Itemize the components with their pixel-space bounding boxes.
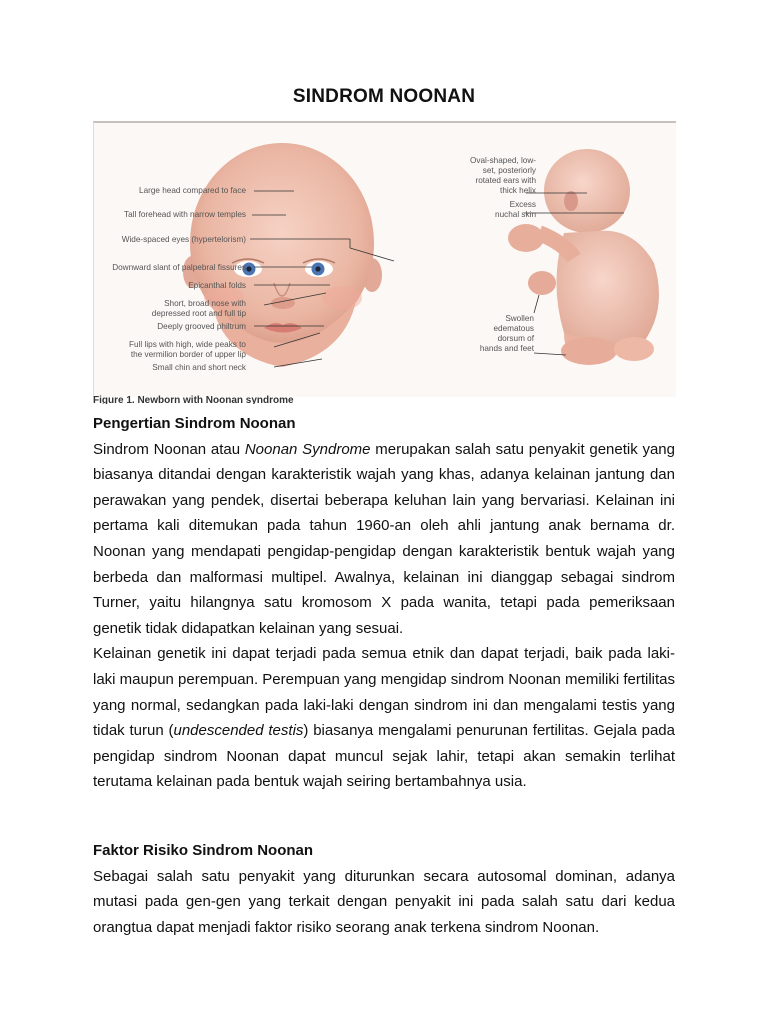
- label-full-lips-1: Full lips with high, wide peaks to: [129, 340, 246, 349]
- baby-face: [183, 143, 382, 367]
- label-small-chin: Small chin and short neck: [152, 363, 246, 372]
- baby-illustration: [94, 123, 676, 397]
- label-epicanthal-folds: Epicanthal folds: [188, 281, 246, 290]
- label-nuchal-1: Excess: [509, 200, 536, 209]
- text-run: Kelainan genetik ini dapat terjadi pada semua etnik dan dapat terjadi, baik pada laki-laki maupun perempuan. Perempuan yang mengidap sindrom Noonan memiliki fertilitas yang normal, sedangkan pada laki-laki dengan sindrom ini dan mengalami testis yang tidak turun (: [93, 645, 675, 740]
- section-heading: Faktor Risiko Sindrom Noonan: [93, 842, 314, 859]
- label-short-nose-1: Short, broad nose with: [164, 299, 246, 308]
- label-large-head: Large head compared to face: [139, 186, 246, 195]
- label-ears-2: set, posteriorly: [482, 166, 536, 175]
- label-swollen-1: Swollen: [505, 314, 534, 323]
- italic-term: Noonan Syndrome: [244, 440, 371, 458]
- text-run: Sindrom Noonan atau: [93, 440, 245, 458]
- text-run: merupakan salah satu penyakit genetik yang biasanya ditandai dengan karakteristik wajah yang khas, adanya kelainan jantung dan perawakan yang pendek, disertai beberapa keluhan lain yang bervariasi. Kelainan ini pertama kali ditemukan pada tahun 1960-an oleh ahli jantung anak bernama dr. Noonan yang mendapati pengidap-pengidap dengan karakteristik bentuk wajah yang berbeda dan malformasi multipel. Awalnya, kelainan ini dianggap sebagai sindrom Turner, yaitu hilangnya satu kromosom X pada wanita, tetapi pada pemeriksaan genetik tidak didapatkan kelainan yang sesuai.: [93, 440, 675, 637]
- label-philtrum: Deeply grooved philtrum: [157, 322, 246, 331]
- document-title: SINDROM NOONAN: [292, 86, 476, 107]
- label-ears-4: thick helix: [500, 186, 536, 195]
- label-downward-slant: Downward slant of palpebral fissures: [112, 263, 246, 272]
- label-full-lips-2: the vermilion border of upper lip: [130, 350, 246, 359]
- paragraph-text: Sebagai salah satu penyakit yang diturunkan secara autosomal dominan, adanya mutasi pada gen-gen yang terkait dengan penyakit ini pada salah satu dari kedua orangtua dapat menjadi faktor risiko seorang anak terkena sindrom Noonan.: [93, 867, 675, 936]
- label-swollen-4: hands and feet: [479, 344, 534, 353]
- label-nuchal-2: nuchal skin: [495, 210, 536, 219]
- label-swollen-2: edematous: [493, 324, 534, 333]
- label-wide-spaced-eyes: Wide-spaced eyes (hypertelorism): [121, 235, 246, 244]
- paragraph: [93, 437, 675, 642]
- text-run: ) biasanya mengalami penurunan fertilitas. Gejala pada pengidap sindrom Noonan dapat muncul sejak lahir, tetapi akan semakin terlihat terutama kelainan pada bentuk wajah seiring bertambahnya usia.: [93, 722, 675, 791]
- figure-illustration: [93, 121, 676, 397]
- section-heading: Pengertian Sindrom Noonan: [93, 415, 296, 432]
- figure-caption: Figure 1. Newborn with Noonan syndrome: [93, 395, 294, 404]
- label-swollen-3: dorsum of: [497, 334, 534, 343]
- section-pengertian: [93, 411, 675, 795]
- paragraph: [93, 641, 675, 795]
- section-faktor-risiko: [93, 838, 675, 940]
- paragraph: [93, 864, 675, 941]
- label-short-nose-2: depressed root and full tip: [151, 309, 246, 318]
- italic-term: undescended testis: [173, 722, 304, 740]
- label-ears-3: rotated ears with: [475, 176, 536, 185]
- label-ears-1: Oval-shaped, low-: [470, 156, 536, 165]
- label-tall-forehead: Tall forehead with narrow temples: [124, 210, 246, 219]
